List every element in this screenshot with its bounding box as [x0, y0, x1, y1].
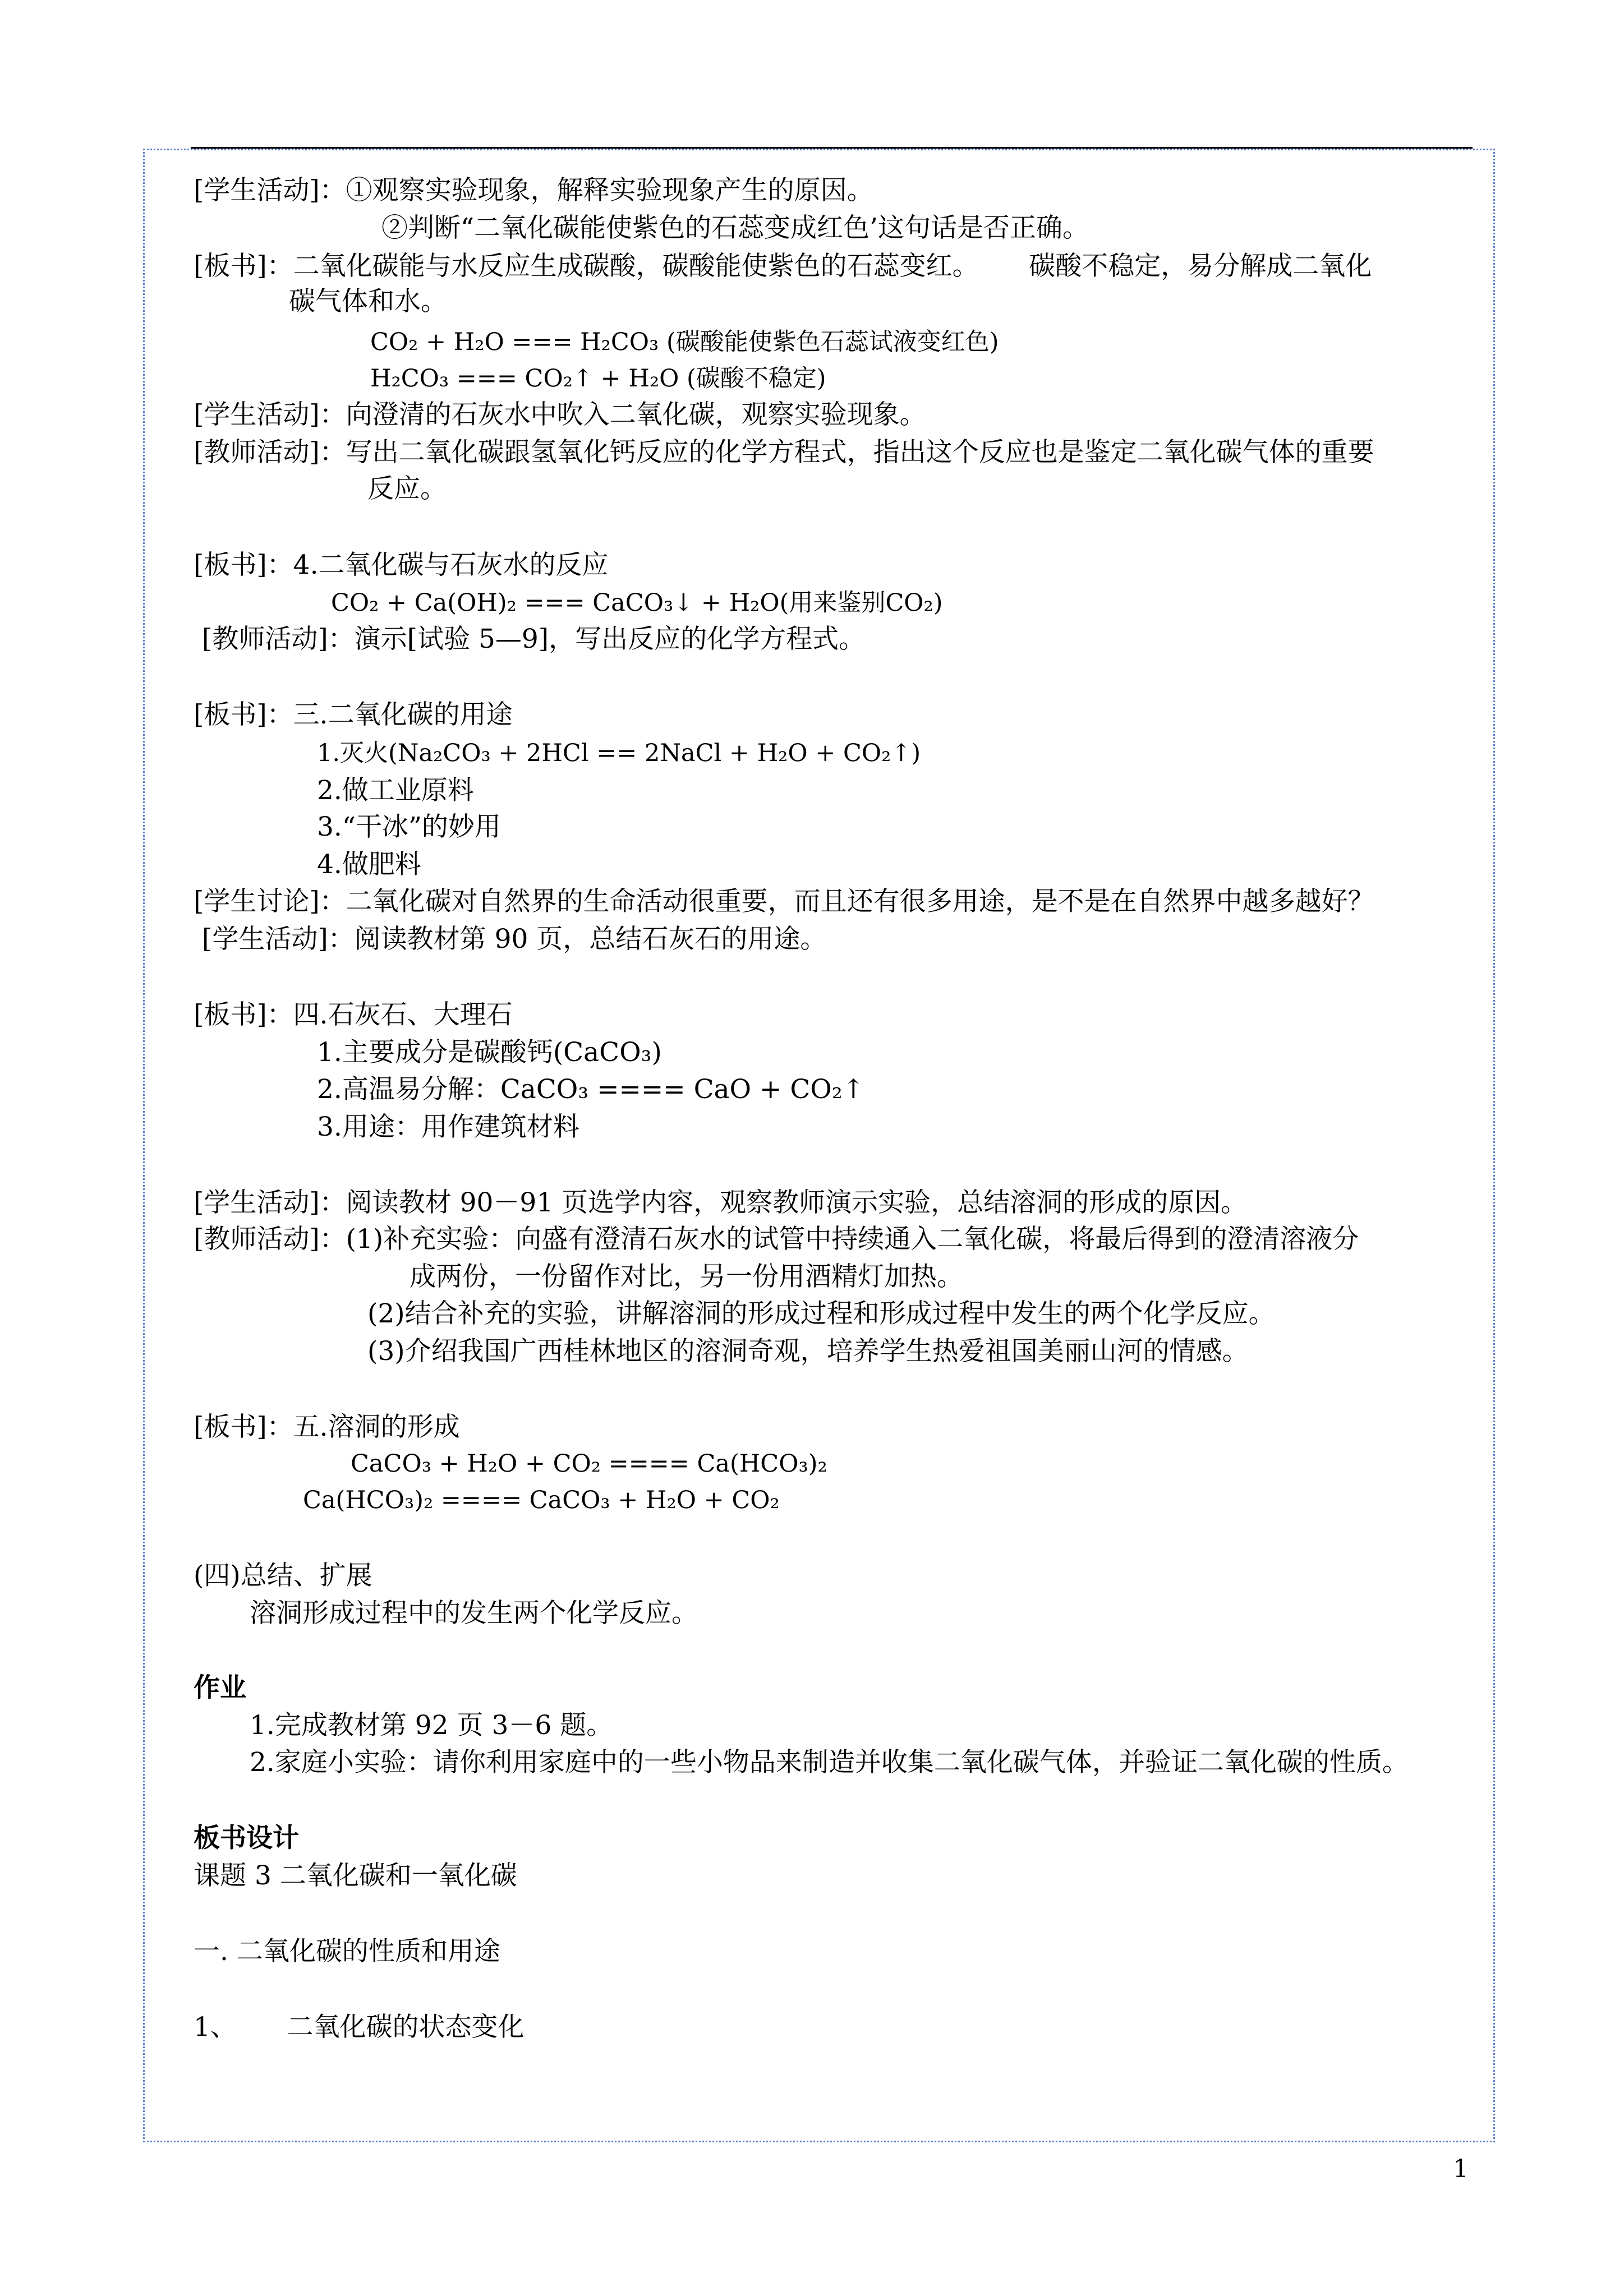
text-line: 3.用途：用作建筑材料	[317, 1112, 579, 1142]
text-line: 反应。	[367, 473, 447, 504]
text-line: [教师活动]：写出二氧化碳跟氢氧化钙反应的化学方程式，指出这个反应也是鉴定二氧化碳气体的重要	[194, 437, 1374, 468]
text-line: [板书]：三.二氧化碳的用途	[194, 699, 513, 730]
text-line: [教师活动]：(1)补充实验：向盛有澄清石灰水的试管中持续通入二氧化碳，将最后得到的澄清溶液分	[194, 1224, 1359, 1255]
equation-line: CO₂ + H₂O === H₂CO₃ (碳酸能使紫色石蕊试液变红色)	[370, 328, 999, 356]
text-line: (四)总结、扩展	[194, 1560, 372, 1591]
text-line: [板书]：二氧化碳能与水反应生成碳酸，碳酸能使紫色的石蕊变红。 碳酸不稳定，易分解成二氧化	[194, 251, 1372, 282]
text-line: 3.“干冰”的妙用	[317, 812, 501, 842]
text-line: (3)介绍我国广西桂林地区的溶洞奇观，培养学生热爱祖国美丽山河的情感。	[367, 1336, 1249, 1367]
text-line: (2)结合补充的实验，讲解溶洞的形成过程和形成过程中发生的两个化学反应。	[367, 1298, 1275, 1329]
text-line: [教师活动]：演示[试验 5—9]，写出反应的化学方程式。	[202, 624, 866, 654]
text-line: 成两份，一份留作对比，另一份用酒精灯加热。	[410, 1261, 963, 1292]
text-line: [学生讨论]：二氧化碳对自然界的生命活动很重要，而且还有很多用途，是不是在自然界中越多越好？	[194, 886, 1374, 917]
text-line: 2.做工业原料	[317, 775, 474, 806]
text-line: 板书设计	[194, 1823, 299, 1854]
text-line: 2.家庭小实验：请你利用家庭中的一些小物品来制造并收集二氧化碳气体，并验证二氧化碳的性质。	[250, 1747, 1409, 1778]
equation-line: H₂CO₃ === CO₂↑ + H₂O (碳酸不稳定)	[370, 365, 826, 393]
text-line: 一. 二氧化碳的性质和用途	[194, 1936, 500, 1967]
text-line: [板书]：四.石灰石、大理石	[194, 999, 513, 1030]
text-line: 作业	[194, 1672, 246, 1703]
text-line: [学生活动]：阅读教材 90－91 页选学内容，观察教师演示实验，总结溶洞的形成的原因。	[194, 1187, 1248, 1218]
text-line: 2.高温易分解：CaCO₃ ==== CaO + CO₂↑	[317, 1074, 865, 1105]
equation-line: CaCO₃ + H₂O + CO₂ ==== Ca(HCO₃)₂	[351, 1450, 827, 1478]
text-line: 1.主要成分是碳酸钙(CaCO₃)	[317, 1037, 662, 1068]
text-line: [学生活动]：①观察实验现象，解释实验现象产生的原因。	[194, 175, 873, 206]
text-line: ②判断“二氧化碳能使紫色的石蕊变成红色’这句话是否正确。	[381, 213, 1089, 243]
text-line: [板书]：4.二氧化碳与石灰水的反应	[194, 550, 609, 580]
text-line: 1.完成教材第 92 页 3－6 题。	[250, 1710, 613, 1741]
page-number: 1	[1453, 2155, 1469, 2183]
text-line: 课题 3 二氧化碳和一氧化碳	[194, 1860, 517, 1891]
text-line: 溶洞形成过程中的发生两个化学反应。	[250, 1598, 698, 1629]
equation-line: 1.灭火(Na₂CO₃ + 2HCl == 2NaCl + H₂O + CO₂↑)	[317, 739, 921, 767]
text-line: 1、 二氧化碳的状态变化	[194, 2012, 525, 2043]
text-line: [学生活动]：阅读教材第 90 页，总结石灰石的用途。	[202, 924, 827, 955]
equation-line: CO₂ + Ca(OH)₂ === CaCO₃↓ + H₂O(用来鉴别CO₂)	[331, 589, 943, 617]
text-line: [学生活动]：向澄清的石灰水中吹入二氧化碳，观察实验现象。	[194, 399, 926, 430]
equation-line: Ca(HCO₃)₂ ==== CaCO₃ + H₂O + CO₂	[303, 1486, 780, 1514]
text-line: [板书]：五.溶洞的形成	[194, 1412, 460, 1442]
text-line: 碳气体和水。	[289, 286, 447, 317]
text-line: 4.做肥料	[317, 849, 421, 880]
